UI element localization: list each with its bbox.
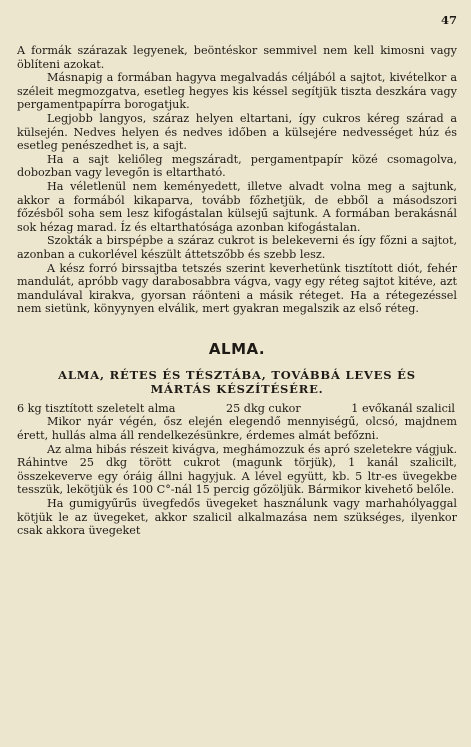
paragraph: Mikor nyár végén, ősz elején elegendő mennyiségű, olcsó, majdnem érett, hullás alma áll rendelkezésünkre, érdemes almát befőzni. [17, 415, 457, 443]
ingredient-list [17, 402, 457, 416]
section-title: ALMA. [208, 339, 266, 358]
page-number: 47 [440, 13, 457, 27]
paragraph: A kész forró birssajtba tetszés szerint keverhetünk tisztított diót, fehér mandulát, apróbb vagy darabosabbra vágva, vagy egy réteg sajtot kitéve, azt mandulával kirakva, gyorsan ráönteni a másik réteget. Ha a rétegezéssel nem sietünk, könyynyen elválik, mert gyakran megalszik az első réteg. [17, 261, 457, 316]
paragraph: Ha véletlenül nem keményedett, illetve alvadt volna meg a sajtunk, akkor a formából kikaparva, tovább főzhetjük, de ebből a másodszori főzésből soha sem lesz kifogástalan külsejű sajtunk. A formában berakásnál sok hézag marad. Íz és eltarthatósága azonban kifogástalan. [17, 179, 457, 234]
recipe-subtitle [17, 368, 457, 396]
paragraph: Másnapig a formában hagyva megalvadás céljából a sajtot, kivételkor a széleit megmozgatva, esetleg hegyes kis késsel segítjük tiszta deszkára vagy pergamentpapírra borogatjuk. [17, 71, 457, 112]
ingredient-item: 25 dkg cukor [225, 401, 301, 415]
body-text [17, 44, 457, 538]
paragraph: Ha a sajt keliőleg megszáradt, pergamentpapír közé csomagolva, dobozban vagy levegőn is eltartható. [17, 152, 457, 180]
subtitle-line: MÁRTÁS KÉSZÍTÉSÉRE. [150, 381, 324, 396]
ingredient-item: 1 evőkanál szalicil [351, 401, 455, 415]
paragraph: A formák szárazak legyenek, beöntéskor semmivel nem kell kimosni vagy öblíteni azokat. [17, 44, 457, 71]
paragraph: Legjobb langyos, száraz helyen eltartani, így cukros kéreg szárad a külsején. Nedves helyen és nedves időben a külsejére nedvességet húz és esetleg penészedhet is, a sajt. [17, 111, 457, 153]
subtitle-line: ALMA, RÉTES ÉS TÉSZTÁBA, TOVÁBBÁ LEVES ÉS [58, 367, 416, 382]
ingredient-item: 6 kg tisztított szeletelt alma [17, 401, 176, 415]
paragraph: Szokták a birspépbe a száraz cukrot is belekeverni és így főzni a sajtot, azonban a cukorlével készült áttetszőbb és szebb lesz. [17, 234, 457, 261]
paragraph: Ha gumigyűrűs üvegfedős üvegeket használunk vagy marhahólyaggal kötjük le az üvegeket, akkor szalicil alkalmazása nem szükséges, ilyenkor csak akkora üvegeket [17, 497, 457, 538]
paragraph: Az alma hibás részeit kivágva, meghámozzuk és apró szeletekre vágjuk. Ráhintve 25 dkg törött cukrot (magunk törjük), 1 kanál szalicilt, összekeverve egy óráig állni hagyjuk. A lével együtt, kb. 5 ltr-es üvegekbe tesszük, lekötjük és 100 C°-nál 15 percig gőzöljük. Bármikor kivehető belőle. [17, 442, 457, 497]
